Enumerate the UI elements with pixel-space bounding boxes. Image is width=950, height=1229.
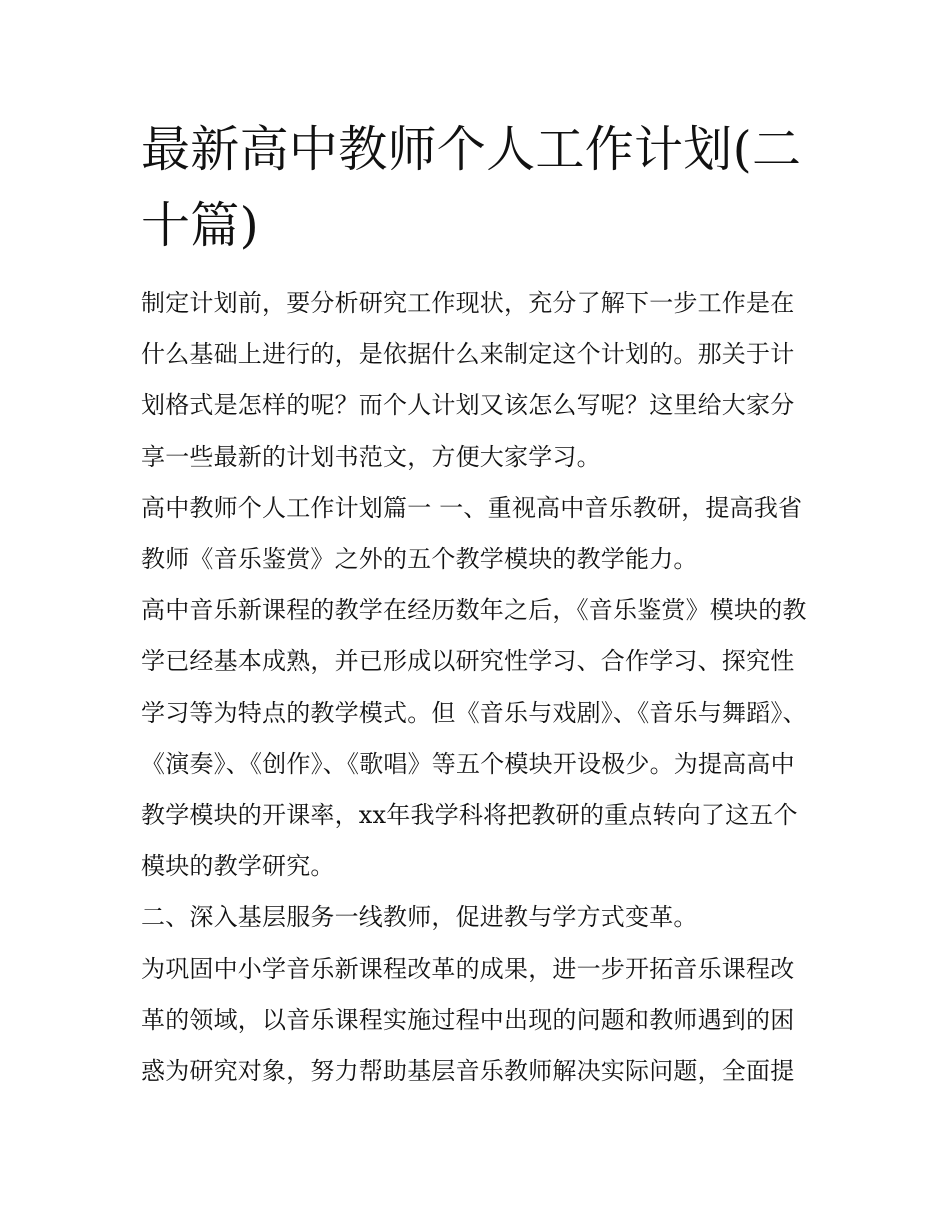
paragraph-intro: 制定计划前，要分析研究工作现状，充分了解下一步工作是在什么基础上进行的，是依据什么来制定这个计划的。那关于计划格式是怎样的呢？而个人计划又该怎么写呢？这里给大家分享一些最新的计划书范文，方便大家学习。 — [141, 289, 795, 471]
paragraph-section-one: 高中教师个人工作计划篇一 一、重视高中音乐教研，提高我省教师《音乐鉴赏》之外的五个教学模块的教学能力。 — [141, 493, 803, 574]
document-title: 最新高中教师个人工作计划(二十篇) — [141, 121, 802, 254]
document-content — [141, 112, 813, 1097]
paragraph-reform: 为巩固中小学音乐新课程改革的成果，进一步开拓音乐课程改革的领域，以音乐课程实施过程中出现的问题和教师遇到的困惑为研究对象，努力帮助基层音乐教师解决实际问题，全面提 — [141, 954, 795, 1086]
paragraph-music-curriculum: 高中音乐新课程的教学在经历数年之后，《音乐鉴赏》模块的教学已经基本成熟，并已形成以研究性学习、合作学习、探究性学习等为特点的教学模式。但《音乐与戏剧》、《音乐与舞蹈》、《演奏》、《创作》、《歌唱》等五个模块开设极少。为提高高中教学模块的开课率，xx年我学科将把教研的重点转向了这五个模块的教学研究。 — [141, 596, 807, 881]
paragraph-section-two: 二、深入基层服务一线教师，促进教与学方式变革。 — [141, 903, 698, 932]
